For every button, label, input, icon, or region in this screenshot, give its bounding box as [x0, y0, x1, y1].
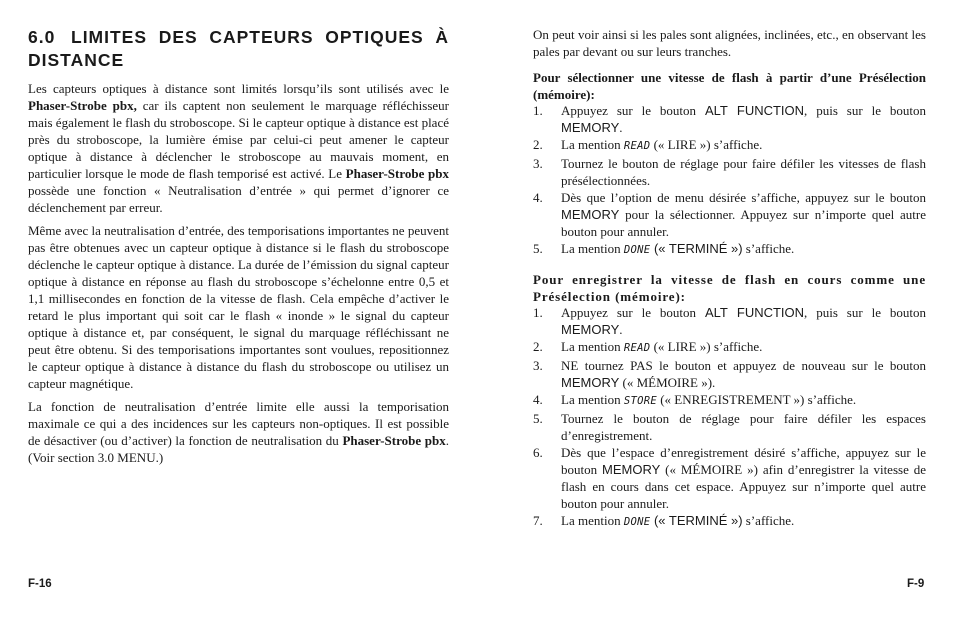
text: Tournez le bouton de réglage pour faire défiler les vitesses de flash présélectionnées.	[561, 156, 926, 188]
product-name: Phaser-Strobe pbx	[345, 166, 449, 181]
key-label: MEMORY	[561, 375, 620, 390]
text: La mention	[561, 137, 624, 152]
paragraph-optical-sensor-limits	[28, 80, 449, 216]
lcd-text: READ	[623, 140, 651, 152]
subheading-select-preset: Pour sélectionner une vitesse de flash à partir d’une Présélection (mémoire):	[533, 70, 926, 102]
text: . (Voir section 3.0 MENU.)	[28, 433, 450, 465]
text: La mention	[561, 339, 624, 354]
lcd-text: DONE	[623, 516, 651, 528]
text: La mention	[561, 241, 624, 256]
paragraph-delay-limits: Même avec la neutralisation d’entrée, des temporisations importantes ne peuvent pas être obtenues avec un capteur optique à distance si le flash du stroboscope déclenche le capteur optique à distance. La durée de l’émission du signal capteur optique à distance en réponse au flash du stroboscope s’échelonne entre 0,5 et 1,1 millisecondes en fonction de la vitesse de flash. Cela empêche d’activer le retard le plus important qui soit car le flash « inonde » le signal du capteur optique à distance et, par conséquent, le signal du marquage réfléchissant ne peut être obtenu. Si des temporisations importantes sont voulues, repositionnez le capteur optique à distance à distance du flash du stroboscope ou utilisez un capteur magnétique.	[28, 223, 449, 391]
step-number: 5.	[533, 411, 543, 426]
key-label: MEMORY	[561, 207, 620, 222]
step-number: 1.	[533, 103, 543, 118]
text: (« MÉMOIRE ») afin d’enregistrer la vitesse de flash en cours dans cet espace. Appuyez sur n’importe quel autre bouton pour annuler.	[561, 462, 926, 511]
key-label: ALT FUNCTION	[704, 305, 805, 320]
section-title: LIMITES DES CAPTEURS OPTIQUES À DISTANCE	[28, 27, 449, 70]
list-item	[533, 155, 926, 189]
text: car ils captent non seulement le marquage réfléchisseur mais également le flash du stroboscope. Si le capteur optique à distance est placé près du stroboscope, la lumière émise par celui-ci peut amener le capteur optique à distance à déclencher le stroboscope au mauvais moment, en particulier lorsque le mode de flash temporisé est activé. Le	[28, 98, 449, 181]
step-number: 1.	[533, 305, 543, 320]
text: La mention	[561, 513, 624, 528]
step-number: 3.	[533, 156, 543, 171]
key-label: (« TERMINÉ »)	[650, 241, 743, 256]
step-number: 4.	[533, 190, 543, 205]
lcd-text: DONE	[623, 244, 651, 256]
lcd-text: STORE	[623, 395, 657, 407]
steps-select-preset	[533, 102, 926, 259]
step-number: 2.	[533, 339, 543, 354]
product-name: Phaser-Strobe pbx,	[28, 98, 137, 113]
steps-store-preset	[533, 304, 926, 531]
page-number-right: F-9	[907, 578, 925, 590]
text: Appuyez sur le bouton	[561, 103, 705, 118]
text: (« LIRE ») s’affiche.	[650, 339, 763, 354]
text: pour la sélectionner. Appuyez sur n’importe quel autre bouton pour annuler.	[561, 207, 926, 239]
list-item	[533, 338, 926, 357]
list-item	[533, 240, 926, 259]
text: Tournez le bouton de réglage pour faire défiler les espaces d’enregistrement.	[561, 411, 926, 443]
step-number: 7.	[533, 513, 543, 528]
text: Dès que l’espace d’enregistrement désiré s’affiche, appuyez sur le bouton	[561, 445, 926, 477]
text: possède une fonction « Neutralisation d’entrée » qui permet d’ignorer ce déclenchement par erreur.	[28, 183, 449, 215]
paragraph-input-neutralisation	[28, 398, 449, 466]
text: , puis sur le bouton	[804, 305, 926, 320]
text: s’affiche.	[742, 513, 795, 528]
section-heading	[28, 26, 449, 72]
step-number: 3.	[533, 358, 543, 373]
text: .	[619, 322, 623, 337]
list-item	[533, 304, 926, 338]
subheading-store-preset: Pour enregistrer la vitesse de flash en cours comme une Présélection (mémoire):	[533, 272, 926, 304]
key-label: (« TERMINÉ »)	[650, 513, 743, 528]
list-item	[533, 512, 926, 531]
text: (« ENREGISTREMENT ») s’affiche.	[656, 392, 857, 407]
product-name: Phaser-Strobe pbx	[342, 433, 446, 448]
text: , puis sur le bouton	[804, 103, 926, 118]
key-label: MEMORY	[561, 120, 620, 135]
key-label: ALT FUNCTION	[704, 103, 805, 118]
step-number: 4.	[533, 392, 543, 407]
text: Les capteurs optiques à distance sont limités lorsqu’ils sont utilisés avec le	[28, 81, 449, 96]
list-item	[533, 357, 926, 391]
list-item	[533, 444, 926, 512]
list-item	[533, 391, 926, 410]
text: La mention	[561, 392, 624, 407]
step-number: 5.	[533, 241, 543, 256]
text: .	[619, 120, 623, 135]
text: s’affiche.	[742, 241, 795, 256]
step-number: 2.	[533, 137, 543, 152]
list-item	[533, 189, 926, 240]
key-label: MEMORY	[602, 462, 661, 477]
text: (« LIRE ») s’affiche.	[650, 137, 763, 152]
text: La fonction de neutralisation d’entrée limite elle aussi la temporisation maximale ce qui a des incidences sur les capteurs non-optiques. Il est possible de désactiver (ou d’activer) la fonction de neutralisation du	[28, 399, 449, 448]
page-number-left: F-16	[28, 578, 52, 590]
text: NE tournez PAS le bouton et appuyez de nouveau sur le bouton	[561, 358, 926, 373]
paragraph-intro: On peut voir ainsi si les pales sont alignées, inclinées, etc., en observant les pales par devant ou sur leurs tranches.	[533, 27, 926, 59]
section-number: 6.0	[28, 27, 56, 47]
list-item	[533, 136, 926, 155]
list-item	[533, 410, 926, 444]
text: (« MÉMOIRE »).	[619, 375, 716, 390]
text: Dès que l’option de menu désirée s’affiche, appuyez sur le bouton	[561, 190, 926, 205]
list-item	[533, 102, 926, 136]
text: Appuyez sur le bouton	[561, 305, 705, 320]
lcd-text: READ	[623, 342, 651, 354]
step-number: 6.	[533, 445, 543, 460]
key-label: MEMORY	[561, 322, 620, 337]
